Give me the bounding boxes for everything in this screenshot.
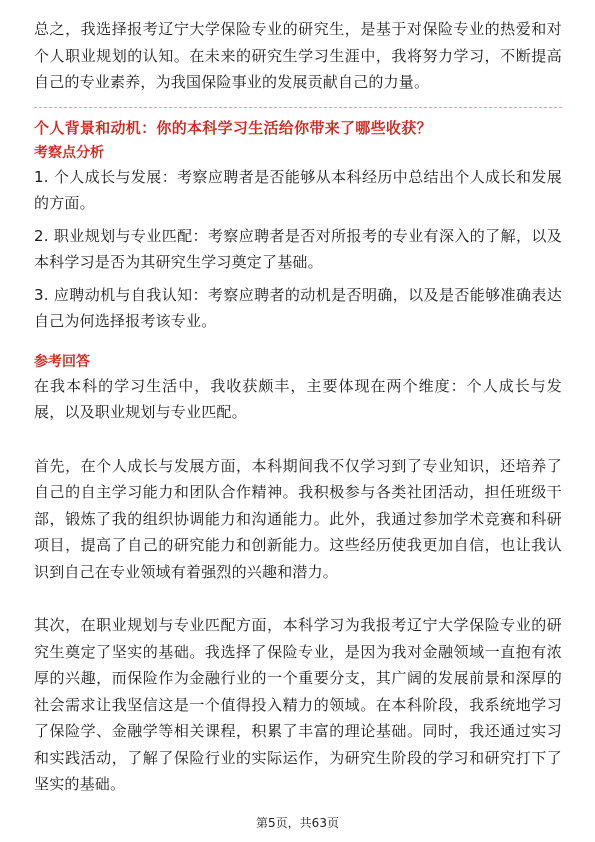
answer-paragraph: 在我本科的学习生活中，我收获颇丰，主要体现在两个维度：个人成长与发展，以及职业规划与专业匹配。 (34, 376, 562, 421)
answer-heading: 参考回答 (34, 353, 90, 370)
section-divider (34, 107, 562, 108)
intro-paragraph: 总之，我选择报考辽宁大学保险专业的研究生，是基于对保险专业的热爱和对个人职业规划的认知。在未来的研究生学习生涯中，我将努力学习，不断提高自己的专业素养，为我国保险事业的发展贡献自己的力量。 (34, 20, 562, 91)
analysis-item: 3. 应聘动机与自我认知：考察应聘者的动机是否明确，以及是否能够准确表达自己为何选择报考该专业。 (34, 285, 562, 330)
analysis-list (34, 164, 562, 335)
answer-paragraph: 首先，在个人成长与发展方面，本科期间我不仅学习到了专业知识，还培养了自己的自主学习能力和团队合作精神。我积极参与各类社团活动，担任班级干部，锻炼了我的组织协调能力和沟通能力。此外，我通过参加学术竞赛和科研项目，提高了自己的研究能力和创新能力。这些经历使我更加自信，也让我认识到自己在专业领域有着强烈的兴趣和潜力。 (34, 456, 562, 581)
analysis-item: 2. 职业规划与专业匹配：考察应聘者是否对所报考的专业有深入的了解，以及本科学习是否为其研究生学习奠定了基础。 (34, 226, 562, 271)
analysis-item: 1. 个人成长与发展：考察应聘者是否能够从本科经历中总结出个人成长和发展的方面。 (34, 167, 562, 212)
question-title: 个人背景和动机：你的本科学习生活给你带来了哪些收获？ (34, 118, 432, 137)
analysis-heading: 考察点分析 (34, 144, 104, 161)
document-page (34, 16, 562, 798)
answer-paragraph: 其次，在职业规划与专业匹配方面，本科学习为我报考辽宁大学保险专业的研究生奠定了坚实的基础。我选择了保险专业，是因为我对金融领域一直抱有浓厚的兴趣，而保险作为金融行业的一个重要分支，其广阔的发展前景和深厚的社会需求让我坚信这是一个值得投入精力的领域。在本科阶段，我系统地学习了保险学、金融学等相关课程，积累了丰富的理论基础。同时，我还通过实习和实践活动，了解了保险行业的实际运作，为研究生阶段的学习和研究打下了坚实的基础。 (34, 616, 562, 793)
page-number: 第5页，共63页 (256, 816, 339, 830)
